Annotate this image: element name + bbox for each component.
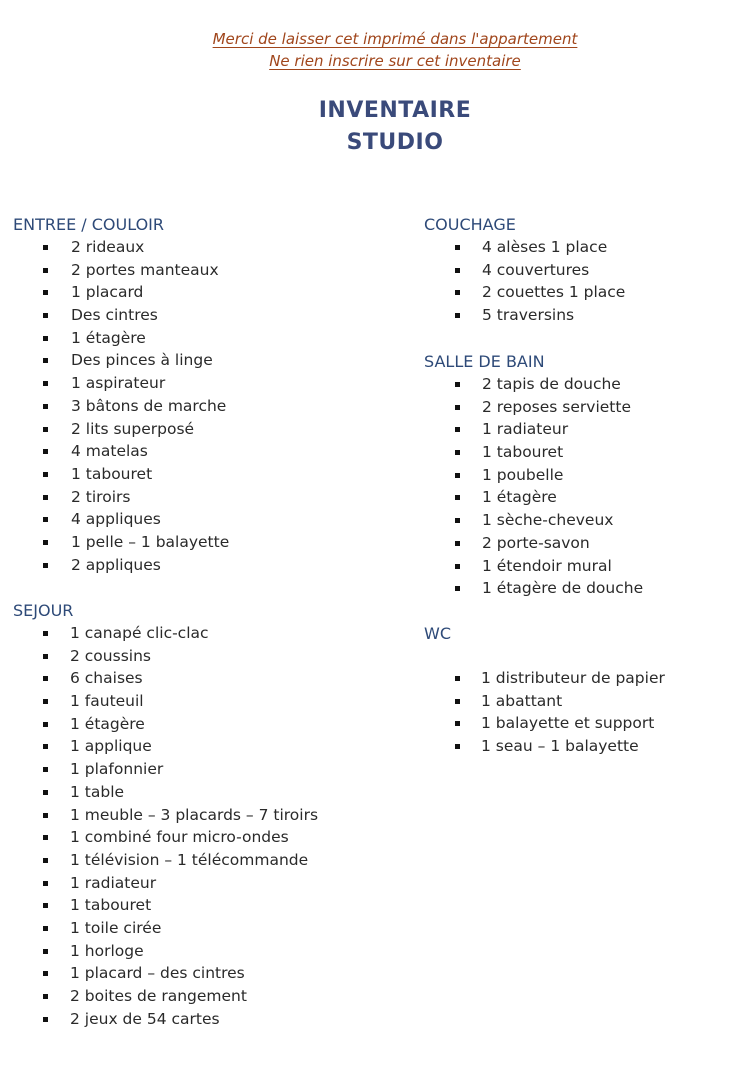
list-item: [13, 849, 309, 872]
bullet-square-icon: [455, 382, 460, 387]
section-entree-couloir: [13, 214, 230, 576]
list-item-text: 1 tabouret: [71, 464, 153, 483]
list-item-text: 1 applique: [70, 737, 152, 756]
item-list: [424, 236, 626, 327]
bullet-square-icon: [43, 813, 48, 818]
bullet-square-icon: [43, 971, 48, 976]
list-item: [13, 985, 247, 1008]
list-item-text: 1 sèche-cheveux: [482, 511, 614, 530]
bullet-square-icon: [43, 449, 48, 454]
list-item-text: 1 aspirateur: [71, 374, 166, 393]
list-item-text: 6 chaises: [70, 669, 143, 688]
bullet-square-icon: [43, 495, 48, 500]
list-item-text: 2 lits superposé: [71, 419, 195, 438]
list-item: [13, 508, 164, 531]
section-salle-de-bain: [424, 351, 644, 600]
list-item: [13, 781, 125, 804]
list-item: [13, 304, 164, 327]
list-item: [424, 667, 665, 690]
list-item: [424, 441, 564, 464]
list-item: [424, 577, 644, 600]
bullet-square-icon: [43, 994, 48, 999]
bullet-square-icon: [43, 835, 48, 840]
list-item-text: 1 balayette et support: [481, 714, 655, 733]
list-item: [424, 532, 590, 555]
bullet-square-icon: [43, 517, 48, 522]
item-list: [424, 373, 644, 600]
list-item-text: 2 porte-savon: [482, 533, 590, 552]
list-item: [424, 259, 590, 282]
list-item: [13, 440, 164, 463]
list-item-text: 2 couettes 1 place: [482, 283, 626, 302]
list-item: [424, 418, 569, 441]
bullet-square-icon: [43, 767, 48, 772]
list-item: [424, 486, 557, 509]
list-item: [13, 622, 209, 645]
list-item: [13, 531, 230, 554]
bullet-square-icon: [43, 722, 48, 727]
list-item: [13, 940, 144, 963]
bullet-square-icon: [43, 427, 48, 432]
bullet-square-icon: [43, 540, 48, 545]
bullet-square-icon: [455, 676, 460, 681]
list-item: [13, 690, 144, 713]
notice-leave-document: Merci de laisser cet imprimé dans l'appartement: [212, 30, 578, 48]
item-list: [13, 236, 230, 576]
list-item-text: 2 appliques: [71, 555, 161, 574]
list-item-text: 1 tabouret: [482, 443, 564, 462]
list-item: [13, 463, 164, 486]
section-wc: [424, 623, 665, 758]
list-item: [13, 804, 319, 827]
bullet-square-icon: [455, 586, 460, 591]
list-item-text: 1 placard – des cintres: [70, 964, 245, 983]
list-item: [13, 894, 152, 917]
list-item: [13, 826, 289, 849]
section-heading: COUCHAGE: [424, 215, 516, 234]
list-item-text: 1 étagère de douche: [482, 579, 644, 598]
list-item-text: 1 étendoir mural: [482, 556, 612, 575]
list-item: [13, 735, 152, 758]
section-couchage: [424, 214, 626, 327]
bullet-square-icon: [455, 721, 460, 726]
bullet-square-icon: [455, 699, 460, 704]
bullet-square-icon: [455, 427, 460, 432]
item-list: [424, 667, 665, 758]
bullet-square-icon: [43, 790, 48, 795]
list-item-text: 1 meuble – 3 placards – 7 tiroirs: [70, 805, 319, 824]
page-title: INVENTAIRE: [318, 98, 472, 123]
list-item-text: 2 tiroirs: [71, 487, 131, 506]
bullet-square-icon: [43, 381, 48, 386]
list-item-text: 1 tabouret: [70, 896, 152, 915]
list-item-text: 4 appliques: [71, 510, 161, 529]
list-item: [424, 712, 655, 735]
list-item-text: Des pinces à linge: [71, 351, 213, 370]
list-item: [13, 259, 219, 282]
list-item-text: 1 étagère: [71, 328, 146, 347]
list-item-text: 1 table: [70, 782, 125, 801]
list-item-text: 4 matelas: [71, 442, 148, 461]
list-item-text: 1 distributeur de papier: [481, 669, 665, 687]
list-item: [13, 1008, 220, 1031]
list-item-text: 2 tapis de douche: [482, 375, 621, 393]
list-item-text: 1 horloge: [70, 941, 144, 960]
list-item: [13, 645, 151, 668]
list-item: [424, 236, 608, 259]
list-item-text: 4 couvertures: [482, 260, 590, 279]
list-item-text: 2 rideaux: [71, 238, 145, 256]
list-item: [13, 713, 145, 736]
list-item-text: 1 poubelle: [482, 465, 564, 484]
bullet-square-icon: [455, 290, 460, 295]
list-item-text: 1 combiné four micro-ondes: [70, 828, 289, 847]
list-item: [13, 486, 164, 509]
list-item: [13, 349, 213, 372]
list-item: [424, 304, 575, 327]
bullet-square-icon: [455, 245, 460, 250]
list-item-text: 1 radiateur: [482, 420, 569, 439]
section-heading: WC: [424, 624, 451, 643]
bullet-square-icon: [43, 881, 48, 886]
bullet-square-icon: [455, 564, 460, 569]
bullet-square-icon: [455, 541, 460, 546]
list-item: [13, 327, 164, 350]
bullet-square-icon: [455, 268, 460, 273]
list-item-text: Des cintres: [71, 306, 158, 325]
list-item-text: 1 étagère: [482, 488, 557, 507]
list-item-text: 5 traversins: [482, 306, 575, 325]
list-item-text: 1 placard: [71, 283, 144, 302]
bullet-square-icon: [455, 450, 460, 455]
list-item: [424, 373, 621, 396]
list-item: [424, 735, 639, 758]
list-item-text: 2 jeux de 54 cartes: [70, 1009, 220, 1028]
bullet-square-icon: [43, 949, 48, 954]
section-heading: SALLE DE BAIN: [424, 352, 545, 371]
list-item: [424, 396, 631, 419]
bullet-square-icon: [43, 313, 48, 318]
bullet-square-icon: [43, 631, 48, 636]
bullet-square-icon: [455, 313, 460, 318]
bullet-square-icon: [43, 926, 48, 931]
list-item: [424, 464, 564, 487]
bullet-square-icon: [455, 518, 460, 523]
list-item-text: 1 fauteuil: [70, 692, 144, 711]
list-item: [424, 690, 563, 713]
bullet-square-icon: [43, 654, 48, 659]
list-item: [13, 281, 164, 304]
list-item-text: 1 canapé clic-clac: [70, 624, 209, 642]
list-item: [13, 667, 143, 690]
list-item-text: 1 pelle – 1 balayette: [71, 532, 230, 551]
list-item-text: 1 seau – 1 balayette: [481, 737, 639, 756]
list-item-text: 3 bâtons de marche: [71, 396, 227, 415]
bullet-square-icon: [43, 336, 48, 341]
list-item-text: 1 étagère: [70, 714, 145, 733]
notice-do-not-write: Ne rien inscrire sur cet inventaire: [269, 52, 521, 70]
bullet-square-icon: [455, 744, 460, 749]
item-list: [13, 622, 319, 1030]
bullet-square-icon: [43, 676, 48, 681]
list-item: [424, 555, 612, 578]
list-item: [13, 872, 157, 895]
section-sejour: [13, 600, 319, 1030]
list-item-text: 2 portes manteaux: [71, 260, 219, 279]
bullet-square-icon: [43, 404, 48, 409]
bullet-square-icon: [43, 358, 48, 363]
list-item-text: 1 plafonnier: [70, 760, 164, 779]
bullet-square-icon: [43, 744, 48, 749]
list-item: [13, 395, 227, 418]
bullet-square-icon: [43, 268, 48, 273]
bullet-square-icon: [455, 495, 460, 500]
list-item-text: 4 alèses 1 place: [482, 238, 608, 256]
list-item-text: 2 boites de rangement: [70, 987, 247, 1005]
bullet-square-icon: [455, 405, 460, 410]
list-item-text: 1 radiateur: [70, 873, 157, 892]
bullet-square-icon: [43, 472, 48, 477]
list-item-text: 2 reposes serviette: [482, 397, 631, 416]
list-item: [424, 509, 614, 532]
list-item: [13, 372, 164, 395]
bullet-square-icon: [455, 473, 460, 478]
section-heading: SEJOUR: [13, 601, 74, 620]
bullet-square-icon: [43, 699, 48, 704]
bullet-square-icon: [43, 858, 48, 863]
section-heading: ENTREE / COULOIR: [13, 215, 164, 234]
bullet-square-icon: [43, 1017, 48, 1022]
list-item: [13, 554, 164, 577]
bullet-square-icon: [43, 245, 48, 250]
list-item-text: 1 toile cirée: [70, 918, 162, 937]
page-subtitle: STUDIO: [346, 130, 444, 155]
bullet-square-icon: [43, 563, 48, 568]
list-item: [13, 917, 162, 940]
list-item-text: 1 télévision – 1 télécommande: [70, 850, 309, 869]
list-item-text: 1 abattant: [481, 691, 563, 710]
list-item: [13, 758, 164, 781]
bullet-square-icon: [43, 290, 48, 295]
bullet-square-icon: [43, 903, 48, 908]
list-item: [424, 281, 626, 304]
list-item: [13, 236, 164, 259]
list-item: [13, 418, 195, 441]
list-item: [13, 962, 245, 985]
list-item-text: 2 coussins: [70, 646, 151, 665]
